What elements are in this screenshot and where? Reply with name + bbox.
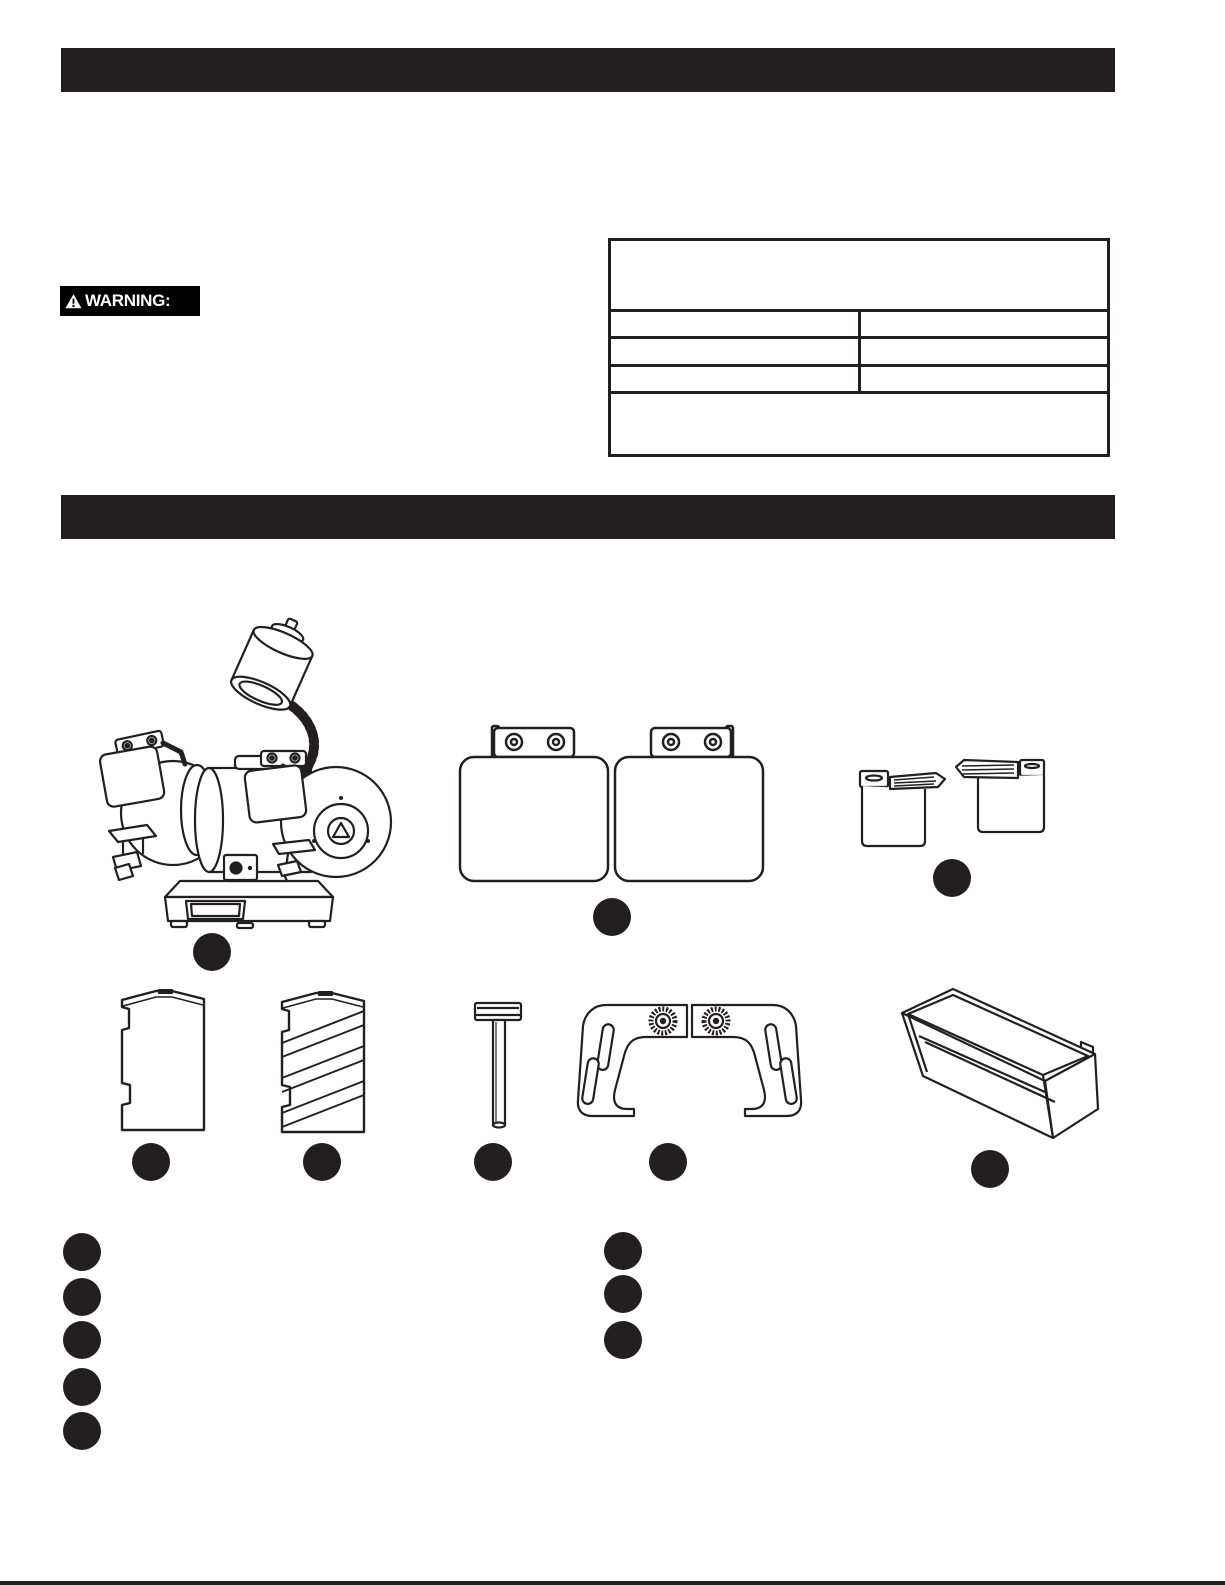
spec-cell-right [859,338,1109,365]
spec-table-header-row [610,240,1109,311]
spec-cell-right [859,365,1109,392]
tool-rest-brackets-illustration [570,998,810,1123]
spec-table-footer-cell [610,393,1109,456]
spec-table-header-cell [610,240,1109,311]
spec-cell-left [610,365,860,392]
spec-table-row [610,310,1109,337]
figure-badge-wheel-cover-plain [132,1143,170,1181]
list-bullet-1 [63,1233,101,1271]
wheel-covers-illustration [112,985,372,1137]
section-header-contents [61,495,1115,539]
figure-badge-spark-guards [933,859,971,897]
figure-badge-wheel-cover-striped [303,1143,341,1181]
warning-label-text: WARNING: [85,291,171,310]
list-bullet-8 [604,1321,642,1359]
list-bullet-5 [63,1412,101,1450]
figure-badge-brackets [649,1143,687,1181]
eye-shields-illustration [445,713,775,893]
figure-badge-water-tray [971,1150,1009,1188]
spec-table-row [610,365,1109,392]
list-bullet-4 [63,1368,101,1406]
warning-triangle-icon [65,293,82,310]
list-bullet-6 [604,1232,642,1270]
figure-badge-grinder [193,933,231,971]
warning-label [60,286,200,316]
page-bottom-rule [0,1581,1225,1585]
spec-table-row [610,338,1109,365]
figure-badge-eye-shields [593,898,631,936]
list-bullet-7 [604,1275,642,1313]
figure-badge-knob-bolt [474,1143,512,1181]
spark-guards-illustration [848,753,1053,858]
section-header-top [61,48,1115,92]
list-bullet-3 [63,1321,101,1359]
spec-cell-left [610,310,860,337]
water-tray-illustration [895,980,1110,1155]
spec-table-footer-row [610,393,1109,456]
spec-table [608,238,1110,457]
list-bullet-2 [63,1278,101,1316]
spec-cell-left [610,338,860,365]
knob-bolt-illustration [468,1000,528,1135]
spec-cell-right [859,310,1109,337]
bench-grinder-illustration [85,610,395,940]
